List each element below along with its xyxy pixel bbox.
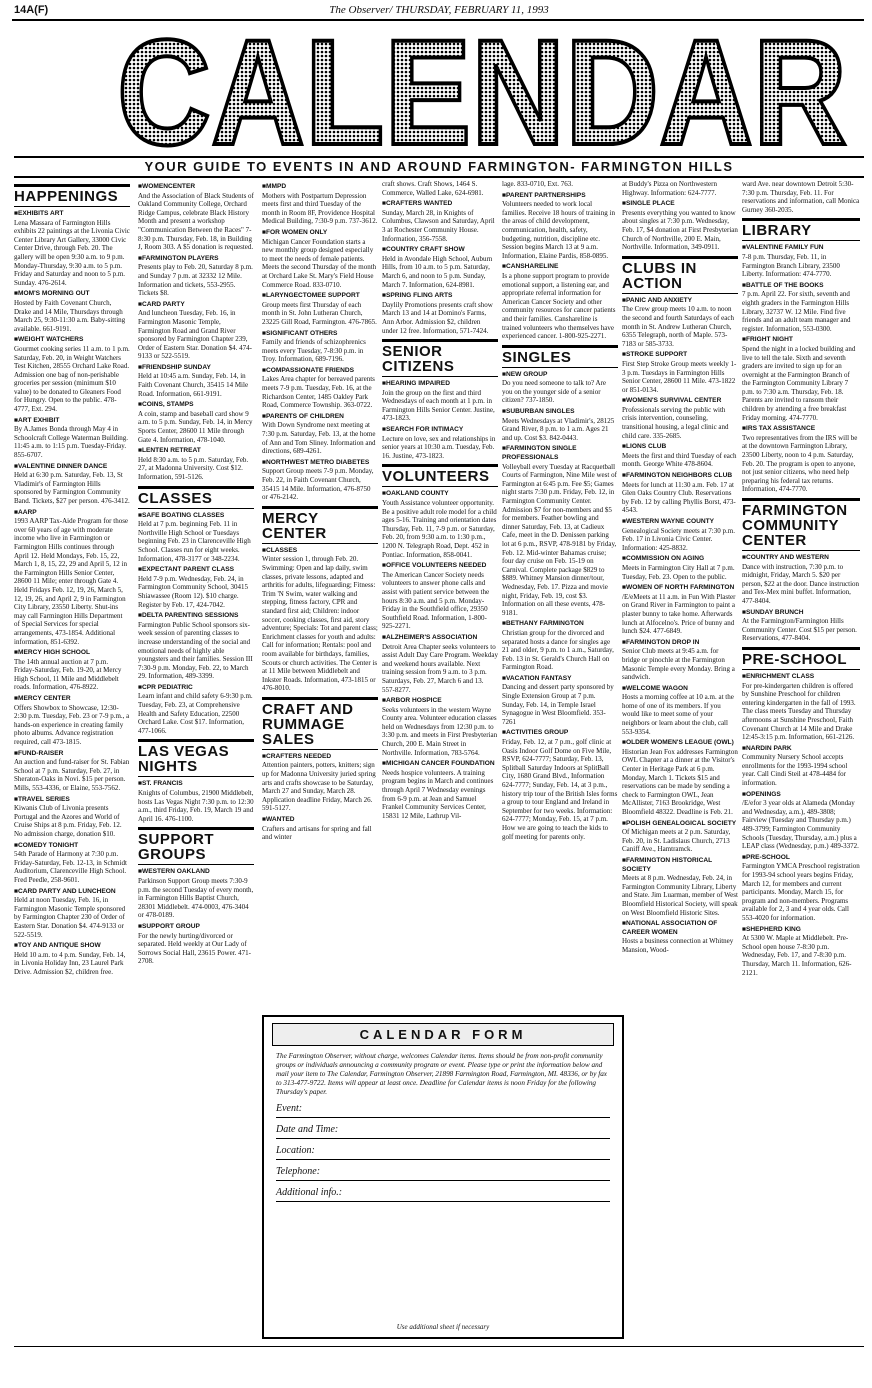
item-text: Winter session 1, through Feb. 20. Swimming: Open and lap daily, swim classes, private lessons, adapted and arthritis for adults, lifeguarding; Fitness: Trim 'N Swim, water walking and stepping, fitness factory, CPR and standard first aid; Children: indoor soccer, cooking classes, first aid, story adventure; Specials: Tot and parent class; Enrichment classes for youth and adults: Call for information; Rentals: pool and room available for birthdays, families, Scouts or church activities. The Center is at 11 Mile between Middlebelt and Inkster Roads. Information, 473-1815 or 476-8010. <box>262 555 378 693</box>
calendar-item <box>138 364 254 398</box>
calendar-item <box>14 336 130 413</box>
masthead-logo <box>112 26 852 154</box>
item-heading: ■ SIGNIFICANT OTHERS <box>262 330 378 339</box>
item-text: Volleyball every Tuesday at Racquetball Courts of Farmington, Nine Mile west of Farmington at 6:45 p.m. Fee $5; Games night starts 7:30 p.m. Friday, Feb. 12, in Farmington Community Center. Admission $7 for non-members and $5 for members. Feather bowling and dinner Saturday, Feb. 13, at Cadieux Cafe, meet in the D. Denissen parking lot at 6 p.m., RSVP, 478-9181 by Friday, Feb. 12. Mid-winter Bahamas cruise; four day cruise on Feb. 15-19 on Carnival. Complete package $829 to $889. Whitney Mansion dinner/tour, Wednesday, Feb. 17. Pizza and movie night, Friday, Feb. 19, cost $3. Information on all these events, 478-9181. <box>502 462 617 617</box>
calendar-item <box>138 923 254 966</box>
item-text: Youth Assistance volunteer opportunity. Be a positive adult role model for a child ages 5-16. Training and orientation dates Thursday, Feb. 11, 7-9 p.m. or Saturday, Feb. 20, from 9:30 a.m. to 1:30 p.m., 1200 N. Telegraph Road, Dept. 452 in Pontiac. Information, 858-0041. <box>382 499 497 559</box>
item-heading: ■ CRAFTERS NEEDED <box>262 753 378 762</box>
item-text: Friday, Feb. 12, at 7 p.m., golf clinic at Oasis Indoor Golf Dome on Five Mile, RSVP, 624-7777; Saturday, Feb. 13, Splitball Saturday Indoors at SplitBall City, 1680 Grand Blvd., Information 624-7777; Sunday, Feb. 14, at 3 p.m., history trip tour of the British Isles forms a group to tour England and Ireland in September for two weeks. Information: 624-7777; Monday, Feb. 15, at 7 p.m. How we are going to teach the kids to golf meeting for parents only. <box>502 738 618 841</box>
item-text: Presents everything you wanted to know about singles at 7:30 p.m. Wednesday, Feb. 17, $4 donation at First Presbyterian Church of Northville, 200 E. Main, Northville. Information, 349-0911. <box>622 208 738 252</box>
calendar-item <box>622 555 738 581</box>
item-text: Daylily Promotions presents craft show March 13 and 14 at Domino's Farms, Ann Arbor. Admission $2, children under 12 free. Information, 571-7424. <box>382 300 493 335</box>
item-heading: ■ SUBURBAN SINGLES <box>502 408 618 417</box>
item-text: ward Ave. near downtown Detroit 5:30-7:30 p.m. Thursday, Feb. 11. For reservations and information, call Monica Gurney 360-2035. <box>742 180 860 214</box>
calendar-item <box>622 584 738 636</box>
item-heading: ■ LARYNGECTOMEE SUPPORT <box>262 292 378 301</box>
calendar-item <box>14 888 130 940</box>
item-text: Farmington YMCA Preschool registration for 1993-94 school years begins Friday, March 12, for members and current participants. Monday, March 15, for program and non-members. Programs available for 2, 3 and 4 year olds. Call 553-4020 for information. <box>742 862 860 922</box>
calendar-item <box>622 443 738 469</box>
item-heading: ■ TRAVEL SERIES <box>14 796 130 805</box>
item-text: Of Michigan meets at 2 p.m. Saturday, Feb. 20, in St. Ladislaus Church, 2713 Caniff Ave., Hamtramck. <box>622 828 731 854</box>
calendar-item <box>622 297 738 349</box>
top-rule <box>12 19 864 21</box>
item-heading: ■ VALENTINE FAMILY FUN <box>742 244 860 253</box>
item-text: Mothers with Postpartum Depression meets first and third Tuesday of the month in Room 8F, Providence Hospital Medical Building, 7:30-9 p.m. 737-3612. <box>262 191 378 226</box>
bottom-rule <box>14 1346 864 1347</box>
item-text: Professionals serving the public with crisis intervention, counseling, transitional housing, a legal clinic and child care. 335-2685. <box>622 405 729 440</box>
item-heading: ■ COUNTRY CRAFT SHOW <box>382 246 498 255</box>
item-text: Parkinson Support Group meets 7:30-9 p.m. the second Tuesday of every month, in Farmington Hills Baptist Church, 28301 Middlebelt. 474-0003, 476-3404 or 478-0189. <box>138 877 254 920</box>
item-text: /E/efor 3 year olds at Alameda (Monday and Wednesday, a.m.), 489-3808; Fairview (Tuesday and Thursday p.m.) 489-3799; Farmington Community Schools (Tuesday, Thursday, a.m.) plus a LEAP class (Wednesday, p.m.) 489-3372. <box>742 799 859 851</box>
item-heading: ■ COMPASSIONATE FRIENDS <box>262 367 378 376</box>
item-heading: ■ CARD PARTY <box>138 301 254 310</box>
item-heading: ■ NATIONAL ASSOCIATION OF CAREER WOMEN <box>622 920 738 937</box>
calendar-item <box>138 255 254 298</box>
item-text: Spend the night in a locked building and live to tell the tale. Sixth and seventh graders are invited to sign up for an overnight at the Farmington Branch of the Farmington Community Library 7 p.m. to 7:30 a.m. Thursday, Feb. 18. Parents are invited to ransom their children by attending a free breakfast Friday morning. 474-7770. <box>742 344 856 422</box>
item-text: For pre-kindergarten children is offered by Sunshine Preschool for children entering kindergarten in the fall of 1993. The class meets Tuesday and Thursday afternoons at Sunshine Preschool, Faith Covenant Church at 14 Mile and Drake 12:45-3:15 p.m. Information, 661-2126. <box>742 681 856 742</box>
item-text: By A.James Bonda through May 4 in Schoolcraft College Waterman Building. 11:45 a.m. to 1:15 p.m. Tuesday-Friday. 855-6707. <box>14 425 129 460</box>
calendar-item <box>14 796 130 839</box>
item-heading: ■ OAKLAND COUNTY <box>382 490 498 499</box>
section-heading: LAS VEGAS NIGHTS <box>138 739 254 777</box>
item-text: 7 p.m. April 22. For sixth, seventh and eighth graders in the Farmington Hills Library, 32737 W. 12 Mile. Find five friends and an adult team manager and register. Information, 553-0300. <box>742 290 851 333</box>
item-heading: ■ CLASSES <box>262 547 378 556</box>
calendar-item <box>14 750 130 793</box>
calendar-item <box>382 562 498 631</box>
item-text: Meets in Farmington City Hall at 7 p.m. Tuesday, Feb. 23. Open to the public. <box>622 563 735 581</box>
item-heading: ■ SEARCH FOR INTIMACY <box>382 426 498 435</box>
calendar-item <box>622 920 738 954</box>
calendar-item <box>502 371 618 405</box>
item-text: Gourmet cooking series 11 a.m. to 1 p.m. Saturday, Feb. 20, in Weight Watchers Test Kitchen, 28555 Orchard Lake Road. Admission one bag of non-perishable groceries per session (minimum $10 value) to be donated to Gleaners Food for Hungry. Open to the public. 478-4777, Ext. 294. <box>14 344 130 414</box>
form-field-event[interactable]: Event: <box>276 1103 610 1118</box>
calendar-item <box>502 675 618 727</box>
item-heading: ■ MMPD <box>262 183 378 192</box>
item-heading: ■ VALENTINE DINNER DANCE <box>14 463 130 472</box>
item-text: Meets Wednesdays at Vladimir's, 28125 Grand River, 8 p.m. to 1 a.m. Ages 21 and up. Cost $3. 842-0443. <box>502 416 615 442</box>
item-heading: ■ COUNTRY AND WESTERN <box>742 554 860 563</box>
calendar-item <box>382 246 498 289</box>
item-heading: ■ FARMINGTON HISTORICAL SOCIETY <box>622 857 738 874</box>
paper-dateline: The Observer/ THURSDAY, FEBRUARY 11, 1993 <box>329 4 549 16</box>
item-heading: ■ TOY AND ANTIQUE SHOW <box>14 942 130 951</box>
calendar-item <box>382 200 498 243</box>
calendar-item <box>622 820 738 854</box>
calendar-item <box>14 210 130 287</box>
item-text: Held 8:30 a.m. to 5 p.m. Saturday, Feb. 27, at Madonna University. Cost $12. Information, 591-5126. <box>138 455 249 481</box>
item-text: Genealogical Society meets at 7:30 p.m. Feb. 17 in Livonia Civic Center. Information: 425-8832. <box>622 526 735 552</box>
calendar-item <box>138 566 254 609</box>
section-heading: MERCY CENTER <box>262 506 378 544</box>
calendar-item <box>382 180 498 197</box>
calendar-item <box>382 634 498 694</box>
item-text: /E/eMeets at 11 a.m. in Fun With Plaster on Grand River in Farmington to paint a plaster bunny to take home. Afterwards lunch at Alfocelno's. Price of bunny and lunch $24. 477-6849. <box>622 592 736 636</box>
item-text: Sunday, March 28, in Knights of Columbus, Clawson and Saturday, April 3 at Rochester Community House. Information, 356-7558. <box>382 208 495 243</box>
item-heading: ■ WANTED <box>262 816 378 825</box>
item-text: Historian Jean Fox addresses Farmington OWL Chapter at a dinner at the Visitor's Center in Heritage Park at 6 p.m. Monday, March 1. Tickets $15 and reservations can be made by sending a check to Farmington OWL, Jean McAllister, 7163 Brookridge, West Bloomfield 48322. Deadline is Feb. 21. <box>622 747 738 816</box>
item-text: An auction and fund-raiser for St. Fabian School at 7 p.m. Saturday, Feb. 27, in Sheraton-Oaks in Novi. $15 per person. Mills, 553-4336, or Elaine, 553-7562. <box>14 758 130 792</box>
item-text: The American Cancer Society needs volunteers to answer phone calls and assist with patient service between the hours 8:30 a.m. and 5 p.m. Monday-Friday in the Southfield office, 29350 Southfield Road. Information, 1-800-925-2271. <box>382 570 490 631</box>
calendar-item <box>138 447 254 481</box>
calendar-item <box>138 780 254 823</box>
calendar-item <box>502 180 618 189</box>
item-text: Learn infant and child safety 6-9:30 p.m. Tuesday, Feb. 23, at Comprehensive Health and Safety Education, 22500 Orchard Lake. Cost $17. Information, 477-1066. <box>138 692 253 735</box>
item-text: Lecture on love, sex and relationships in senior years at 10:30 a.m. Tuesday, Feb. 16. Justine, 473-1823. <box>382 434 496 460</box>
item-heading: ■ COMMISSION ON AGING <box>622 555 738 564</box>
item-heading: ■ WESTERN WAYNE COUNTY <box>622 518 738 527</box>
calendar-item <box>622 739 738 816</box>
item-text: The 14th annual auction at 7 p.m. Friday-Saturday, Feb. 19-20, at Mercy High School, 11 Mile and Middlebelt roads. Information, 476-8922. <box>14 657 122 692</box>
item-heading: ■ PRE-SCHOOL <box>742 854 860 863</box>
calendar-item <box>14 695 130 747</box>
item-text: Lena Massara of Farmington Hills exhibits 22 paintings at the Livonia Civic Center Library Art Gallery, 33000 Civic Center Drive, through Feb. 20. The gallery will be open 9:30 a.m. to 9 p.m. Monday-Thursday, 9:30 a.m. to 5 p.m. Friday and Saturday and noon to 5 p.m. Sunday. 476-2614. <box>14 218 130 287</box>
column-5 <box>502 180 618 1010</box>
item-text: Held at 6:30 p.m. Saturday, Feb. 13, St Vladimir's of Farmington Hills sponsored by Farmington Community Band. Tickets, $27 per person. 476-3412. <box>14 471 130 505</box>
calendar-item <box>262 753 378 813</box>
item-heading: ■ FARMINGTON DROP IN <box>622 639 738 648</box>
page-number: 14A(F) <box>14 4 49 16</box>
section-heading: VOLUNTEERS <box>382 464 498 487</box>
item-text: 54th Parade of Harmony at 7:30 p.m. Friday-Saturday, Feb. 12-13, in Schmidt Auditorium, Clarenceville High School. Fred Peedle, 258-9601. <box>14 850 127 884</box>
item-text: Group meets first Thursday of each month in St. John Lutheran Church, 23225 Gill Road, Farmington. 476-7865. <box>262 300 377 326</box>
item-heading: ■ LENTEN RETREAT <box>138 447 254 456</box>
section-heading: HAPPENINGS <box>14 184 130 207</box>
item-heading: ■ BETHANY FARMINGTON <box>502 620 618 629</box>
calendar-item <box>262 292 378 326</box>
calendar-item <box>14 417 130 460</box>
item-text: Hosted by Faith Covenant Church, Drake and 14 Mile, Thursdays through March 25, 9:30-11:30 a.m. Baby-sitting available. 661-9191. <box>14 298 126 333</box>
item-heading: ■ FARMINGTON SINGLE PROFESSIONALS <box>502 445 618 462</box>
item-text: Attention painters, potters, knitters; sign up for Madonna University juried spring arts and crafts showcase to be Saturday, March 27 and Sunday, March 28. Application deadline Friday, March 26. 591-5127. <box>262 761 376 813</box>
calendar-item <box>622 639 738 682</box>
calendar-item <box>622 397 738 440</box>
calendar-item <box>138 868 254 920</box>
item-heading: ■ EXPECTANT PARENT CLASS <box>138 566 254 575</box>
section-heading: SENIOR CITIZENS <box>382 339 498 377</box>
item-text: Held in Avondale High School, Auburn Hills, from 10 a.m. to 5 p.m. Saturday, March 6, and noon to 5 p.m. Sunday, March 7. Information, 624-8981. <box>382 254 493 289</box>
item-text: A coin, stamp and baseball card show 9 a.m. to 5 p.m. Sunday, Feb. 14, in Mercy Sports Center, 28600 11 Mile through Gate 4. Information, 478-1040. <box>138 409 253 444</box>
item-text: Meets for lunch at 11:30 a.m. Feb. 17 at Glen Oaks Country Club. Reservations by Feb. 12 by calling Phyllis Borst, 473-4543. <box>622 480 736 515</box>
calendar-item <box>502 445 618 617</box>
calendar-item <box>262 229 378 289</box>
form-field-location[interactable]: Location: <box>276 1145 610 1160</box>
item-heading: ■ MERCY HIGH SCHOOL <box>14 649 130 658</box>
form-footer: Use additional sheet if necessary <box>396 1323 490 1331</box>
item-text: lage. 833-0710, Ext. 763. <box>502 180 573 188</box>
item-heading: ■ CANSHARELINE <box>502 263 618 272</box>
masthead <box>112 26 852 154</box>
calendar-item <box>138 401 254 444</box>
item-heading: ■ WOMENCENTER <box>138 183 254 192</box>
calendar-item <box>742 791 860 851</box>
item-text: Dancing and dessert party sponsored by Single Extension Group at 7 p.m. Sunday, Feb. 14, in Temple Israel Synagogue in West Bloomfield. 353-7261 <box>502 683 614 726</box>
item-heading: ■ ARBOR HOSPICE <box>382 697 498 706</box>
section-heading: SUPPORT GROUPS <box>138 827 254 865</box>
item-text: Held 7-9 p.m. Wednesday, Feb. 24, in Farmington Community School, 30415 Shiawassee (Room 12). $10 charge. Register by Feb. 17, 424-7042. <box>138 574 249 609</box>
item-heading: ■ WOMEN OF NORTH FARMINGTON <box>622 584 738 593</box>
item-text: Held 10 a.m. to 4 p.m. Sunday, Feb. 14, in Livonia Holiday Inn, 23 Laurel Park Drive. Admission $2, children free. <box>14 950 126 976</box>
item-text: Lakes Area chapter for bereaved parents meets 7-9 p.m. Tuesday, Feb. 16, at the Richardson Center, 1485 Oakley Park Road, Commerce Township. 363-0722. <box>262 375 375 410</box>
item-text: Seeks volunteers in the western Wayne County area. Volunteer education classes held on Wednesdays from 12:30 p.m. to 3:30 p.m. and meets in First Presbyterian Church, 200 E. Main Street in Northville. Information, 783-5764. <box>382 705 498 757</box>
column-1 <box>14 180 130 1340</box>
item-heading: ■ DELTA PARENTING SESSIONS <box>138 612 254 621</box>
item-heading: ■ SHEPHERD KING <box>742 926 860 935</box>
calendar-item <box>382 760 498 820</box>
item-heading: ■ FARMINGTON PLAYERS <box>138 255 254 264</box>
calendar-item <box>382 380 498 423</box>
calendar-item <box>622 518 738 552</box>
section-heading: SINGLES <box>502 345 618 368</box>
calendar-item <box>138 183 254 252</box>
item-heading: ■ ACTIVITIES GROUP <box>502 729 618 738</box>
form-field-telephone[interactable]: Telephone: <box>276 1166 610 1181</box>
calendar-item <box>14 509 130 647</box>
item-heading: ■ MERCY CENTER <box>14 695 130 704</box>
calendar-item <box>742 854 860 923</box>
item-heading: ■ FARMINGTON NEIGHBORS CLUB <box>622 472 738 481</box>
section-heading: CLASSES <box>138 486 254 509</box>
item-text: Michigan Cancer Foundation starts a new monthly group designed especially to meet the needs of female patients. Meets the second Thursday of the month at Orchard Lake St. Mary's Field House Commerce Road. 833-0710. <box>262 237 377 289</box>
item-text: Needs hospice volunteers. A training program begins in March and continues through April 7 Wednesday evenings from 6-9 p.m. at Jean and Samuel Frankel Community Services Center, 15831 12 Mile, Lathrup Vil- <box>382 768 494 820</box>
calendar-item <box>742 425 860 494</box>
calendar-item <box>138 612 254 681</box>
item-text: Meets the first and third Tuesday of each month. George White 478-8604. <box>622 451 737 469</box>
item-text: Kiwanis Club of Livonia presents Portugal and the Azores and World of Cruise Ships at 8 p.m. Friday, Feb. 12. No admission charge, donation $10. <box>14 804 122 838</box>
calendar-item <box>742 244 860 278</box>
calendar-item <box>262 816 378 842</box>
item-heading: ■ LIONS CLUB <box>622 443 738 452</box>
item-heading: ■ ART EXHIBIT <box>14 417 130 426</box>
item-heading: ■ COINS, STAMPS <box>138 401 254 410</box>
calendar-item <box>742 926 860 978</box>
calendar-item <box>622 857 738 917</box>
calendar-item <box>622 200 738 252</box>
item-heading: ■ OPENINGS <box>742 791 860 800</box>
calendar-item <box>502 263 618 340</box>
item-text: Farmington Public School sponsors six-week session of parenting classes to increase understanding of the social and emotional needs of highly able youngsters and their families. Session III 7:30-9 p.m. Monday, Feb. 22, to March 29. Information, 489-3399. <box>138 620 253 681</box>
form-field-date-time[interactable]: Date and Time: <box>276 1124 610 1139</box>
calendar-item <box>622 685 738 737</box>
calendar-item <box>742 336 860 422</box>
item-text: And luncheon Tuesday, Feb. 16, in Farmington Masonic Temple, Farmington Road and Grand River sponsored by Farmington Chapter 239, Order of Eastern Star. Donation $4. 474-9133 or 522-5519. <box>138 309 252 361</box>
item-text: First Step Stroke Group meets weekly 1-3 p.m. Tuesdays in Farmington Hills Senior Center, 28600 11 Mile. 473-1822 or 851-0134. <box>622 359 737 394</box>
item-text: craft shows. Craft Shows, 1464 S. Commerce, Walled Lake, 624-6981. <box>382 180 484 197</box>
item-text: Dance with instruction, 7:30 p.m. to midnight, Friday, March 5. $20 per person, $22 at the door. Dance instruction and Tex-Mex mini buffet. Information, 477-8404. <box>742 562 860 605</box>
calendar-item <box>742 745 860 788</box>
item-heading: ■ OFFICE VOLUNTEERS NEEDED <box>382 562 498 571</box>
item-heading: ■ NEW GROUP <box>502 371 618 380</box>
item-heading: ■ CARD PARTY AND LUNCHEON <box>14 888 130 897</box>
item-text: The Crew group meets 10 a.m. to noon the second and fourth Saturdays of each month in St. Andrew Lutheran Church, 6355 Telegraph, north of Maple. 573-7183 or 585-3733. <box>622 305 734 348</box>
item-heading: ■ SAFE BOATING CLASSES <box>138 512 254 521</box>
section-heading: PRE-SCHOOL <box>742 647 860 670</box>
item-text: Crafters and artisans for spring and fall and winter <box>262 824 372 842</box>
form-field-additional-info[interactable]: Additional info.: <box>276 1187 610 1202</box>
calendar-item <box>502 620 618 672</box>
column-2 <box>138 180 254 1340</box>
item-heading: ■ WESTERN OAKLAND <box>138 868 254 877</box>
item-text: For the newly hurting/divorced or separated. Held weekly at Our Lady of Sorrows Social Hall, 23615 Power. 471-2708. <box>138 931 251 966</box>
item-text: At 5300 W. Maple at Middlebelt. Pre-School open house 7-8:30 p.m. Wednesday, Feb. 17, and 7-8:30 p.m. Thursday, March 11. Information, 626-2121. <box>742 934 852 977</box>
form-intro: The Farmington Observer, without charge, welcomes Calendar items. Items should be from non-profit community groups or individuals announcing a community program or event. Please type or print the information below and mail your item to The Calendar, Farmington Observer, 21898 Farmington Road, Farmington, MI. 48336, or by fax to 313-477-9722. Items will appear at least once. Deadline for Calendar items is noon Friday for the following Thursday's paper. <box>276 1052 608 1096</box>
calendar-item <box>14 290 130 333</box>
item-heading: ■ SPRING FLING ARTS <box>382 292 498 301</box>
column-7 <box>742 180 860 1340</box>
calendar-item <box>14 842 130 885</box>
item-text: Held at noon Tuesday, Feb. 16, in Farmington Masonic Temple sponsored by Farmington Chapter 230 of Order of Eastern Star. Donation $4. 474-9133 or 522-5519. <box>14 896 126 939</box>
item-heading: ■ SINGLE PLACE <box>622 200 738 209</box>
item-text: Detroit Area Chapter seeks volunteers to assist Adult Day Care Program. Weekday and weekend hours available. Next training session from 9 a.m. to 3 p.m. Saturdays, Feb. 27, March 6 and 13. 557-8277. <box>382 642 498 694</box>
calendar-item <box>14 463 130 506</box>
item-heading: ■ FRIGHT NIGHT <box>742 336 860 345</box>
calendar-item <box>138 301 254 361</box>
item-text: Hosts a business connection at Whitney Mansion, Wood- <box>622 937 734 954</box>
item-text: Senior Club meets at 9:45 a.m. for bridge or pinochle at the Farmington Masonic Temple every Monday. Bring a sandwich. <box>622 647 735 682</box>
item-heading: ■ ENRICHMENT CLASS <box>742 673 860 682</box>
item-heading: ■ FRIENDSHIP SUNDAY <box>138 364 254 373</box>
calendar-item <box>742 609 860 643</box>
item-heading: ■ VACATION FANTASY <box>502 675 618 684</box>
calendar-item <box>262 330 378 364</box>
calendar-item <box>262 367 378 410</box>
item-text: Meets at 8 p.m. Wednesday, Feb. 24, in Farmington Community Library, Liberty and State. Jim Luarman, member of West Bloomfield Historical Society, will speak on West Bloomfield Historic Sites. <box>622 874 738 917</box>
item-heading: ■ NARDIN PARK <box>742 745 860 754</box>
calendar-item <box>382 697 498 757</box>
item-text: Held at 7 p.m. beginning Feb. 11 in Northville High School or Tuesdays beginning Feb. 23 in Clarenceville High School. Classes run for eight weeks. Information, 478-3177 or 348-2234. <box>138 520 251 563</box>
item-text: At the Farmington/Farmington Hills Community Center. Cost $15 per person. Reservations, 477-8404. <box>742 617 857 643</box>
calendar-item <box>14 942 130 976</box>
calendar-item <box>262 183 378 226</box>
item-heading: ■ ALZHEIMER'S ASSOCIATION <box>382 634 498 643</box>
item-heading: ■ POLISH GENEALOGICAL SOCIETY <box>622 820 738 829</box>
item-heading: ■ COMEDY TONIGHT <box>14 842 130 851</box>
item-heading: ■ FUND-RAISER <box>14 750 130 759</box>
calendar-item <box>742 180 860 214</box>
calendar-item <box>622 351 738 394</box>
item-heading: ■ PANIC AND ANXIETY <box>622 297 738 306</box>
item-text: at Buddy's Pizza on Northwestern Highway. Information: 624-7777. <box>622 180 717 197</box>
calendar-item <box>742 554 860 606</box>
item-text: With Down Syndrome next meeting at 7:30 p.m. Saturday, Feb. 13, at the home of Ann and Tom Sliney. Information and directions, 689-4261. <box>262 421 376 456</box>
calendar-item <box>502 729 618 841</box>
item-heading: ■ WEIGHT WATCHERS <box>14 336 130 345</box>
item-text: Offers Showbox to Showcase, 12:30-2:30 p.m. Tuesday, Feb. 23 or 7-9 p.m., a hands-on experience in creating family photo albums. Advance registration required, call 473-1815. <box>14 703 130 747</box>
item-text: Family and friends of schizophrenics meets every Tuesday, 7-8:30 p.m. in Troy. Information, 689-7196. <box>262 338 366 364</box>
item-heading: ■ CRAFTERS WANTED <box>382 200 498 209</box>
calendar-item <box>262 413 378 456</box>
section-heading: FARMINGTON COMMUNITY CENTER <box>742 498 860 551</box>
calendar-item <box>262 547 378 693</box>
item-text: Join the group on the first and third Wednesdays of each month at 1 p.m. in Farmington Hills Senior Center. Justine, 473-1823. <box>382 388 495 423</box>
calendar-form <box>262 1015 624 1339</box>
item-text: Two representatives from the IRS will be at the downtown Farmington Library, 23500 Liberty, noon to 4 p.m. Saturday, Feb. 20. The program is open to anyone, not just senior citizens, who need help preparing his federal tax returns. Information, 474-7770. <box>742 433 858 494</box>
item-heading: ■ IRS TAX ASSISTANCE <box>742 425 860 434</box>
calendar-item <box>382 490 498 559</box>
item-text: Held at 10:45 a.m. Sunday, Feb. 14, in Faith Covenant Church, 35415 14 Mile Road. Information, 661-9191. <box>138 372 249 398</box>
section-heading: CLUBS IN ACTION <box>622 256 738 294</box>
item-heading: ■ BATTLE OF THE BOOKS <box>742 282 860 291</box>
item-heading: ■ FOR WOMEN ONLY <box>262 229 378 238</box>
tagline: YOUR GUIDE TO EVENTS IN AND AROUND FARMINGTON- FARMINGTON HILLS <box>14 156 864 178</box>
masthead-title: CALENDAR <box>117 26 847 154</box>
item-text: And the Association of Black Students of Oakland Community College, Orchard Ridge Campus, celebrate Black History Month and present a workshop "Communication Between the Races" 7-8:30 p.m. Thursday, Feb. 18, in Building J, Room 303. A $5 donation is requested. <box>138 191 254 252</box>
column-3 <box>262 180 378 1010</box>
item-heading: ■ EXHIBITS ART <box>14 210 130 219</box>
item-text: Do you need someone to talk to? Are you on the younger side of a senior citizen? 737-1850. <box>502 379 607 405</box>
item-text: Hosts a morning coffee at 10 a.m. at the home of one of its members. If you would like to meet some of your neighbors or learn about the club, call 553-9354. <box>622 693 734 736</box>
calendar-item <box>622 472 738 515</box>
item-text: 7-8 p.m. Thursday, Feb. 11, in Farmington Branch Library, 23500 Liberty. Information: 474-7770. <box>742 252 840 279</box>
item-heading: ■ NORTHWEST METRO DIABETES <box>262 459 378 468</box>
item-heading: ■ PARENT PARTNERSHIPS <box>502 192 618 201</box>
item-text: 1993 AARP Tax-Aide Program for those over 60 years of age with moderate income who live in Farmington or Farmington Hills continues through April 12. Held Mondays, Feb. 15, 22, March 1, 8, 15, 22, 29 and April 5, 12 in the Farmington Hills Senior Center, 28600 11 Mile; enter through Gate 4. Held Fridays Feb. 12, 19, 26, March 5, 12, 19, 26, and April 2, 9 in Farmington City Library, 23550 Liberty. Shut-ins may call Farmington Hills Department of Special Services for special arrangements, 473-1854. Additional information, 851-6392. <box>14 517 129 646</box>
calendar-item <box>382 426 498 460</box>
item-heading: ■ WOMEN'S SURVIVAL CENTER <box>622 397 738 406</box>
calendar-item <box>742 282 860 334</box>
section-heading: CRAFT AND RUMMAGE SALES <box>262 697 378 750</box>
item-text: Christian group for the divorced and separated hosts a dance for singles age 21 and older, 9 p.m. to 1 a.m., Saturday, Feb. 13 in St. Gerald's Church Hall on Farmington Road. <box>502 628 614 672</box>
column-4 <box>382 180 498 1010</box>
calendar-item <box>382 292 498 335</box>
item-text: Support Group meets 7-9 p.m. Monday, Feb. 22, in Faith Covenant Church, 35415 14 Mile. Information, 476-8750 or 476-2142. <box>262 467 374 502</box>
form-title: CALENDAR FORM <box>272 1023 614 1046</box>
calendar-item <box>622 180 738 197</box>
item-heading: ■ CPR PEDIATRIC <box>138 684 254 693</box>
calendar-item <box>742 673 860 742</box>
calendar-item <box>138 512 254 564</box>
item-heading: ■ SUNDAY BRUNCH <box>742 609 860 618</box>
item-text: Presents play to Feb. 20, Saturday 8 p.m. and Sunday 7 p.m. at 32332 12 Mile. Information and tickets, 553-2955. Tickets $8. <box>138 263 253 298</box>
item-text: Community Nursery School accepts enrollments for the 1993-1994 school year. Call Cindi Steil at 478-4484 for information. <box>742 753 848 788</box>
calendar-item <box>138 684 254 736</box>
item-heading: ■ MICHIGAN CANCER FOUNDATION <box>382 760 498 769</box>
item-heading: ■ OLDER WOMEN'S LEAGUE (OWL) <box>622 739 738 748</box>
calendar-item <box>14 649 130 692</box>
item-heading: ■ SUPPORT GROUP <box>138 923 254 932</box>
item-heading: ■ MOM'S MORNING OUT <box>14 290 130 299</box>
calendar-item <box>502 192 618 261</box>
item-heading: ■ STROKE SUPPORT <box>622 351 738 360</box>
section-heading: LIBRARY <box>742 218 860 241</box>
item-text: Volunteers needed to work local families. Receive 18 hours of training in the areas of child development, communication, health, safety, budgeting, nutrition, discipline etc. Session begins March 13 at 9 a.m. Information, Elaine Pardis, 858-0895. <box>502 200 615 260</box>
item-heading: ■ PARENTS OF CHILDREN <box>262 413 378 422</box>
column-6 <box>622 180 738 1340</box>
item-heading: ■ AARP <box>14 509 130 518</box>
item-heading: ■ ST. FRANCIS <box>138 780 254 789</box>
item-text: Is a phone support program to provide emotional support, a listening ear, and appropriate referral information for American Cancer Society and other community resources for cancer patients and their families. Canshareline is trained volunteers who themselves have experienced cancer. 1-800-925-2271. <box>502 271 616 341</box>
item-heading: ■ HEARING IMPAIRED <box>382 380 498 389</box>
page-header <box>14 4 864 18</box>
item-text: Knights of Columbus, 21900 Middlebelt, hosts Las Vegas Night 7:30 p.m. to 12:30 a.m., third Friday, Feb. 19, March 19 and April 16. 476-1100. <box>138 789 254 823</box>
calendar-item <box>502 408 618 442</box>
item-heading: ■ WELCOME WAGON <box>622 685 738 694</box>
calendar-item <box>262 459 378 502</box>
